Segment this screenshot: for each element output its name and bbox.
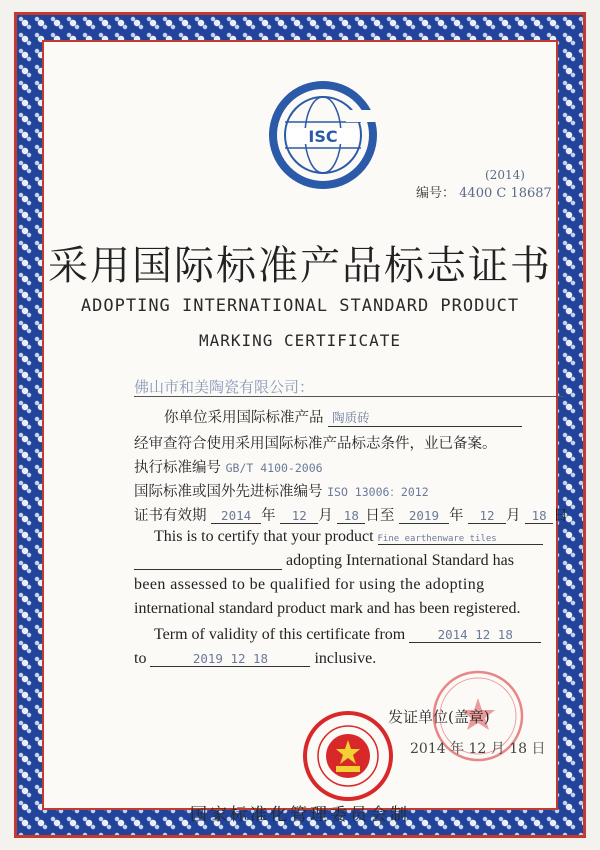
globe-logo-icon <box>268 80 378 190</box>
validity-label: 证书有效期 <box>134 508 207 524</box>
title-english-line2: MARKING CERTIFICATE <box>198 331 402 350</box>
certificate-body <box>48 46 568 825</box>
cn-line-product <box>134 406 522 427</box>
validity-prefix-en: Term of validity of this certificate from <box>154 626 406 643</box>
to-month: 12 <box>468 508 506 524</box>
to-label-en: to <box>134 650 147 667</box>
en-line-validity <box>154 626 541 644</box>
en-line2-text: adopting International Standard has <box>286 552 514 569</box>
from-date-en: 2014 12 18 <box>409 627 541 643</box>
company-name: 佛山市和美陶瓷有限公司： <box>134 378 315 396</box>
to-date-en: 2019 12 18 <box>150 651 310 667</box>
certificate-number <box>416 182 552 201</box>
product-prefix: 你单位采用国际标准产品 <box>164 410 324 426</box>
cn-line-intl-standard <box>134 480 429 501</box>
certificate-year: (2014) <box>485 168 525 182</box>
svg-text:ISC: ISC <box>308 127 338 146</box>
en-line-certify <box>154 528 543 546</box>
en-line-3: been assessed to be qualified for using the adopting <box>134 576 485 593</box>
en-line-4: international standard product mark and has been registered. <box>134 600 521 617</box>
cn-line-review: 经审查符合使用采用国际标准产品标志条件，业已备案。 <box>134 436 497 452</box>
certify-prefix: This is to certify that your product <box>154 528 374 545</box>
inclusive-en: inclusive. <box>314 650 377 667</box>
certificate-number-label: 编号： <box>416 186 456 201</box>
certificate <box>14 12 586 838</box>
standard-value: GB/T 4100-2006 <box>225 461 323 475</box>
cn-line-standard <box>134 456 323 477</box>
title-english-line1: ADOPTING INTERNATIONAL STANDARD PRODUCT <box>80 296 520 316</box>
issuer-label: 发证单位(盖章) <box>388 708 490 726</box>
en-line-to <box>134 650 376 668</box>
to-day: 18 <box>525 508 553 524</box>
intl-standard-value: ISO 13006：2012 <box>327 485 429 499</box>
from-day: 18 <box>337 508 365 524</box>
from-month: 12 <box>280 508 318 524</box>
footer-issuer: 国家标准化管理委员会制 <box>190 805 410 825</box>
year-char-2: 年 <box>448 508 464 524</box>
company-underline <box>134 396 564 397</box>
month-char: 月 <box>318 508 333 524</box>
title-chinese: 采用国际标准产品标志证书 <box>48 243 552 289</box>
product-value: 陶质砖 <box>328 408 522 427</box>
year-char: 年 <box>261 508 276 524</box>
certify-product: Fine earthenware tiles <box>378 534 543 545</box>
en-line-2 <box>134 552 514 570</box>
standard-label: 执行标准编号 <box>134 460 221 476</box>
blank-rule <box>134 555 282 570</box>
to-year: 2019 <box>399 508 449 524</box>
certificate-number-value: 4400 C 18687 <box>459 186 552 201</box>
cn-line-validity <box>134 504 568 525</box>
issue-date: 2014 年 12 月 18 日 <box>410 741 546 757</box>
day-char-to: 日至 <box>365 508 395 524</box>
official-seal-icon <box>302 710 394 802</box>
day-char-end: 日 <box>553 508 568 524</box>
from-year: 2014 <box>211 508 261 524</box>
month-char-2: 月 <box>506 508 521 524</box>
intl-standard-label: 国际标准或国外先进标准编号 <box>134 484 323 500</box>
